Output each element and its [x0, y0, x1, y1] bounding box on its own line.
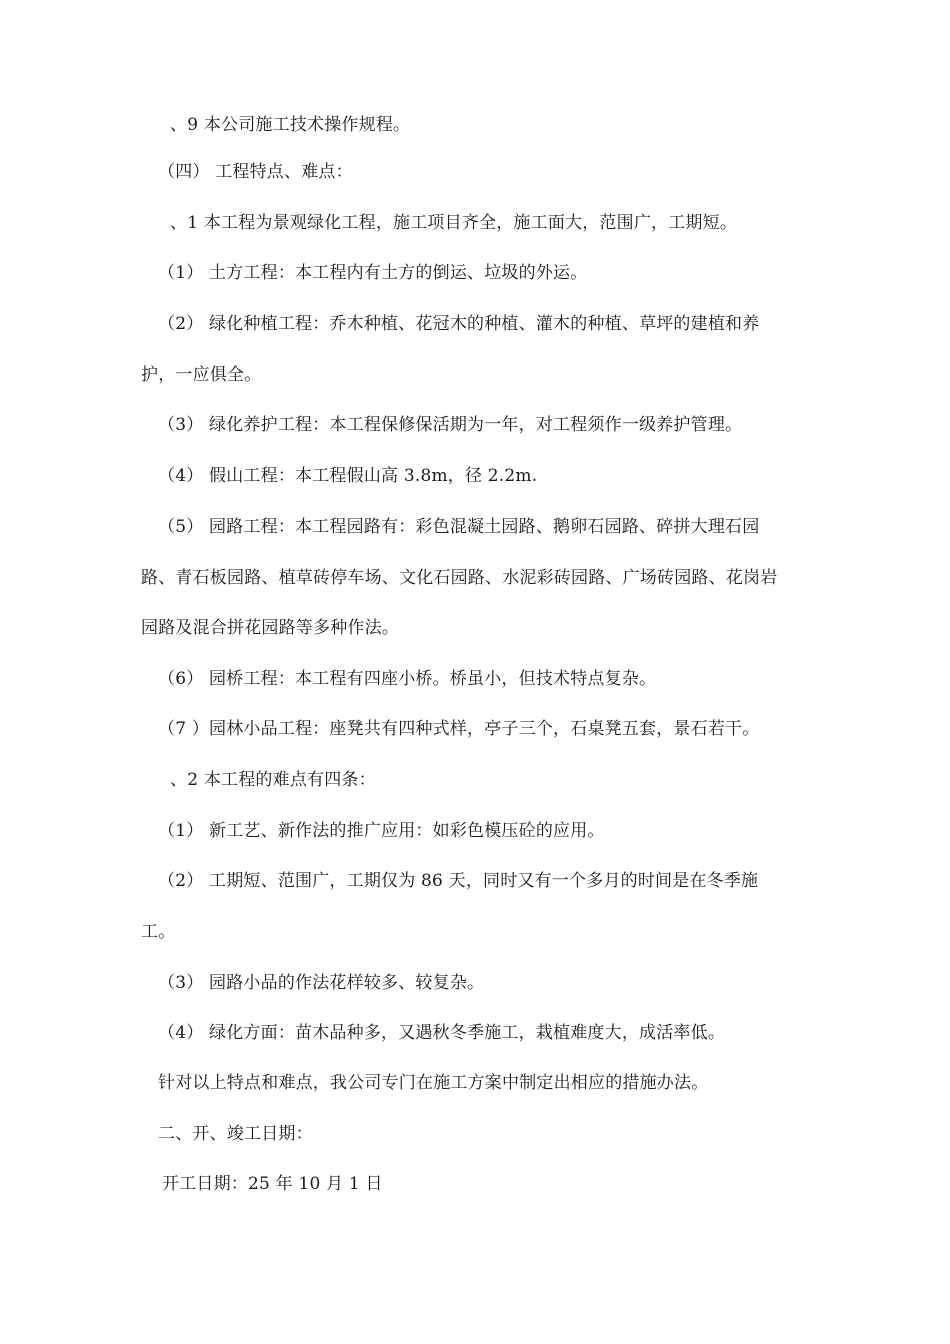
text-line: （7 ）园林小品工程：座凳共有四种式样，亭子三个，石桌凳五套，景石若干。: [158, 719, 760, 739]
text-line: （1） 新工艺、新作法的推广应用：如彩色模压砼的应用。: [158, 821, 605, 841]
text-line: （1） 土方工程：本工程内有土方的倒运、垃圾的外运。: [158, 263, 588, 283]
text-line: 、9 本公司施工技术操作规程。: [170, 115, 411, 135]
text-line: 针对以上特点和难点，我公司专门在施工方案中制定出相应的措施办法。: [158, 1073, 709, 1093]
text-line: （4） 假山工程：本工程假山高 3.8m，径 2.2m.: [158, 466, 538, 486]
text-line: 、2 本工程的难点有四条：: [170, 770, 376, 790]
section-heading: 二、开、竣工日期：: [158, 1124, 313, 1144]
text-line: 园路及混合拼花园路等多种作法。: [141, 618, 399, 638]
text-line: 路、青石板园路、植草砖停车场、文化石园路、水泥彩砖园路、广场砖园路、花岗岩: [141, 568, 778, 588]
text-line: （2） 绿化种植工程：乔木种植、花冠木的种植、灌木的种植、草坪的建植和养: [158, 314, 760, 334]
text-line: 开工日期：25 年 10 月 1 日: [162, 1174, 383, 1194]
text-line: （6） 园桥工程：本工程有四座小桥。桥虽小，但技术特点复杂。: [158, 669, 657, 689]
text-line: （2） 工期短、范围广，工期仅为 86 天，同时又有一个多月的时间是在冬季施: [158, 871, 759, 891]
text-line: （3） 绿化养护工程：本工程保修保活期为一年，对工程须作一级养护管理。: [158, 415, 743, 435]
text-line: （3） 园路小品的作法花样较多、较复杂。: [158, 973, 485, 993]
section-heading: （四） 工程特点、难点：: [158, 162, 353, 182]
text-line: （4） 绿化方面：苗木品种多，又遇秋冬季施工，栽植难度大，成活率低。: [158, 1023, 726, 1043]
text-line: 护，一应俱全。: [141, 365, 262, 385]
text-line: （5） 园路工程：本工程园路有：彩色混凝土园路、鹅卵石园路、碎拼大理石园: [158, 517, 760, 537]
text-line: 工。: [141, 922, 176, 942]
text-line: 、1 本工程为景观绿化工程，施工项目齐全，施工面大，范围广，工期短。: [170, 213, 738, 233]
